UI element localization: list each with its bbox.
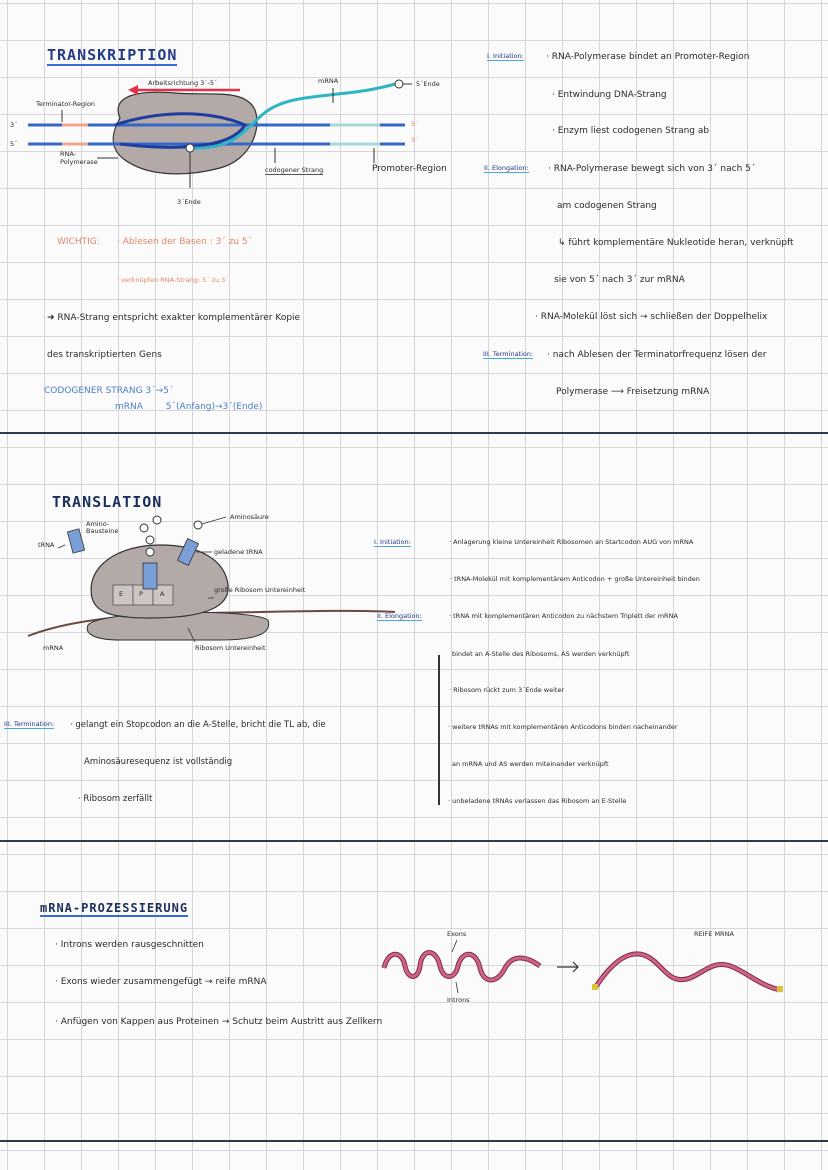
geladene-trna-label: geladene tRNA [214,548,263,556]
tk-initiation-1: · RNA-Polymerase bindet an Promoter-Region [546,52,750,62]
tk-termination-label: III. Termination: [483,350,534,358]
exons-label: Exons [447,930,467,938]
tk-elongation-5: · RNA-Molekül löst sich → schließen der Doppelhelix [535,312,768,322]
trna-label: tRNA [38,541,55,549]
kopie-line-1: ➜ RNA-Strang entspricht exakter komplementärer Kopie [47,313,301,323]
promoter-region-label: Promoter-Region [372,164,447,174]
aminosaeure-label: Aminosäure [230,513,269,521]
left-3-label: 3´ [10,121,18,129]
wichtig-line-1: · Ablesen der Basen : 3´ zu 5´ [117,237,253,247]
tl-elongation-6: · unbeladene tRNAs verlassen das Ribosom an E-Stelle [448,797,627,805]
tl-termination-2: Aminosäuresequenz ist vollständig [84,757,233,767]
prozessierung-line-1: · Introns werden rausgeschnitten [55,940,204,950]
tl-elongation-label: II. Elongation: [377,612,422,620]
tl-termination-label: III. Termination: [4,720,55,728]
kopie-line-2: des transkriptierten Gens [47,350,162,360]
section-title-transkription: TRANSKRIPTION [47,46,178,64]
mrna-label: mRNA [318,77,339,85]
tl-elongation-4: · weitere tRNAs mit komplementären Anticodons binden nacheinander [448,723,678,731]
terminator-label: Terminator-Region [36,100,96,108]
site-p: P [139,590,143,598]
left-5-label: 5´ [10,140,18,148]
tl-termination-1: · gelangt ein Stopcodon an die A-Stelle, bricht die TL ab, die [70,720,326,730]
tk-elongation-2: am codogenen Strang [557,201,657,211]
tk-initiation-2: · Entwindung DNA-Strang [552,90,667,100]
kleine-untereinheit-label: Ribosom Untereinheit [195,644,266,652]
tl-elongation-5: an mRNA und AS werden miteinander verknüpft [452,760,609,768]
divider-3 [0,1140,828,1142]
introns-label: Introns [447,996,470,1004]
section-title-translation: TRANSLATION [52,493,163,511]
tl-elongation-3: · Ribosom rückt zum 3´Ende weiter [449,686,565,694]
tk-elongation-4: sie von 5´ nach 3´ zur mRNA [554,275,685,285]
tl-termination-3: · Ribosom zerfällt [78,794,153,804]
reife-mrna-label: REIFE MRNA [694,930,734,938]
tk-termination-2: Polymerase ⟶ Freisetzung mRNA [556,387,710,397]
tl-elongation-1: · tRNA mit komplementären Anticodon zu nächstem Triplett der mRNA [449,612,678,620]
tl-initiation-1: · Anlagerung kleine Untereinheit Ribosomen an Startcodon AUG von mRNA [449,538,694,546]
tl-elongation-2: bindet an A-Stelle des Ribosoms, AS werden verknüpft [452,650,630,658]
ende5-label: 5´Ende [416,80,440,88]
amino-bausteine-label: Amino- Bausteine [86,520,119,535]
tl-initiation-label: I. Initiation: [374,538,411,546]
wichtig-line-2: · verknüpfen RNA-Strang: 5´ zu 3´ [117,276,229,284]
rna-polymerase-label: RNA- Polymerase [60,150,98,166]
codogener-strang-label: codogener Strang [265,166,324,174]
tk-initiation-3: · Enzym liest codogenen Strang ab [552,126,710,136]
arbeitsrichtung-label: Arbeitsrichtung 3´-5´ [148,79,218,87]
codogen-line-1: CODOGENER STRANG 3´→5´ [44,386,174,396]
right-5-label: 5´ [411,120,419,128]
mrna-label-translation: mRNA [43,644,64,652]
tk-initiation-label: I. Initiation: [487,52,524,60]
right-3-label: 3´ [411,136,419,144]
prozessierung-line-3: · Anfügen von Kappen aus Proteinen → Schutz beim Austritt aus Zellkern [55,1017,383,1027]
tk-elongation-3: ↳ führt komplementäre Nukleotide heran, verknüpft [558,238,794,248]
codogen-line-2: mRNA 5´(Anfang)→3´(Ende) [115,402,263,412]
prozessierung-line-2: · Exons wieder zusammengefügt → reife mRNA [55,977,267,987]
site-e: E [119,590,124,598]
tk-elongation-1: · RNA-Polymerase bewegt sich von 3´ nach 5´ [548,164,756,174]
wichtig-label: WICHTIG: [57,237,100,247]
site-a: A [160,590,165,598]
grosse-untereinheit-label: große Ribosom Untereinheit [214,586,306,594]
ende3-label: 3´Ende [177,198,201,206]
section-title-prozessierung: mRNA-PROZESSIERUNG [40,901,189,915]
tk-termination-1: · nach Ablesen der Terminatorfrequenz lösen der [547,350,767,360]
tl-initiation-2: · tRNA-Molekül mit komplementärem Anticodon + große Untereinheit binden [450,575,700,583]
tk-elongation-label: II. Elongation: [484,164,529,172]
